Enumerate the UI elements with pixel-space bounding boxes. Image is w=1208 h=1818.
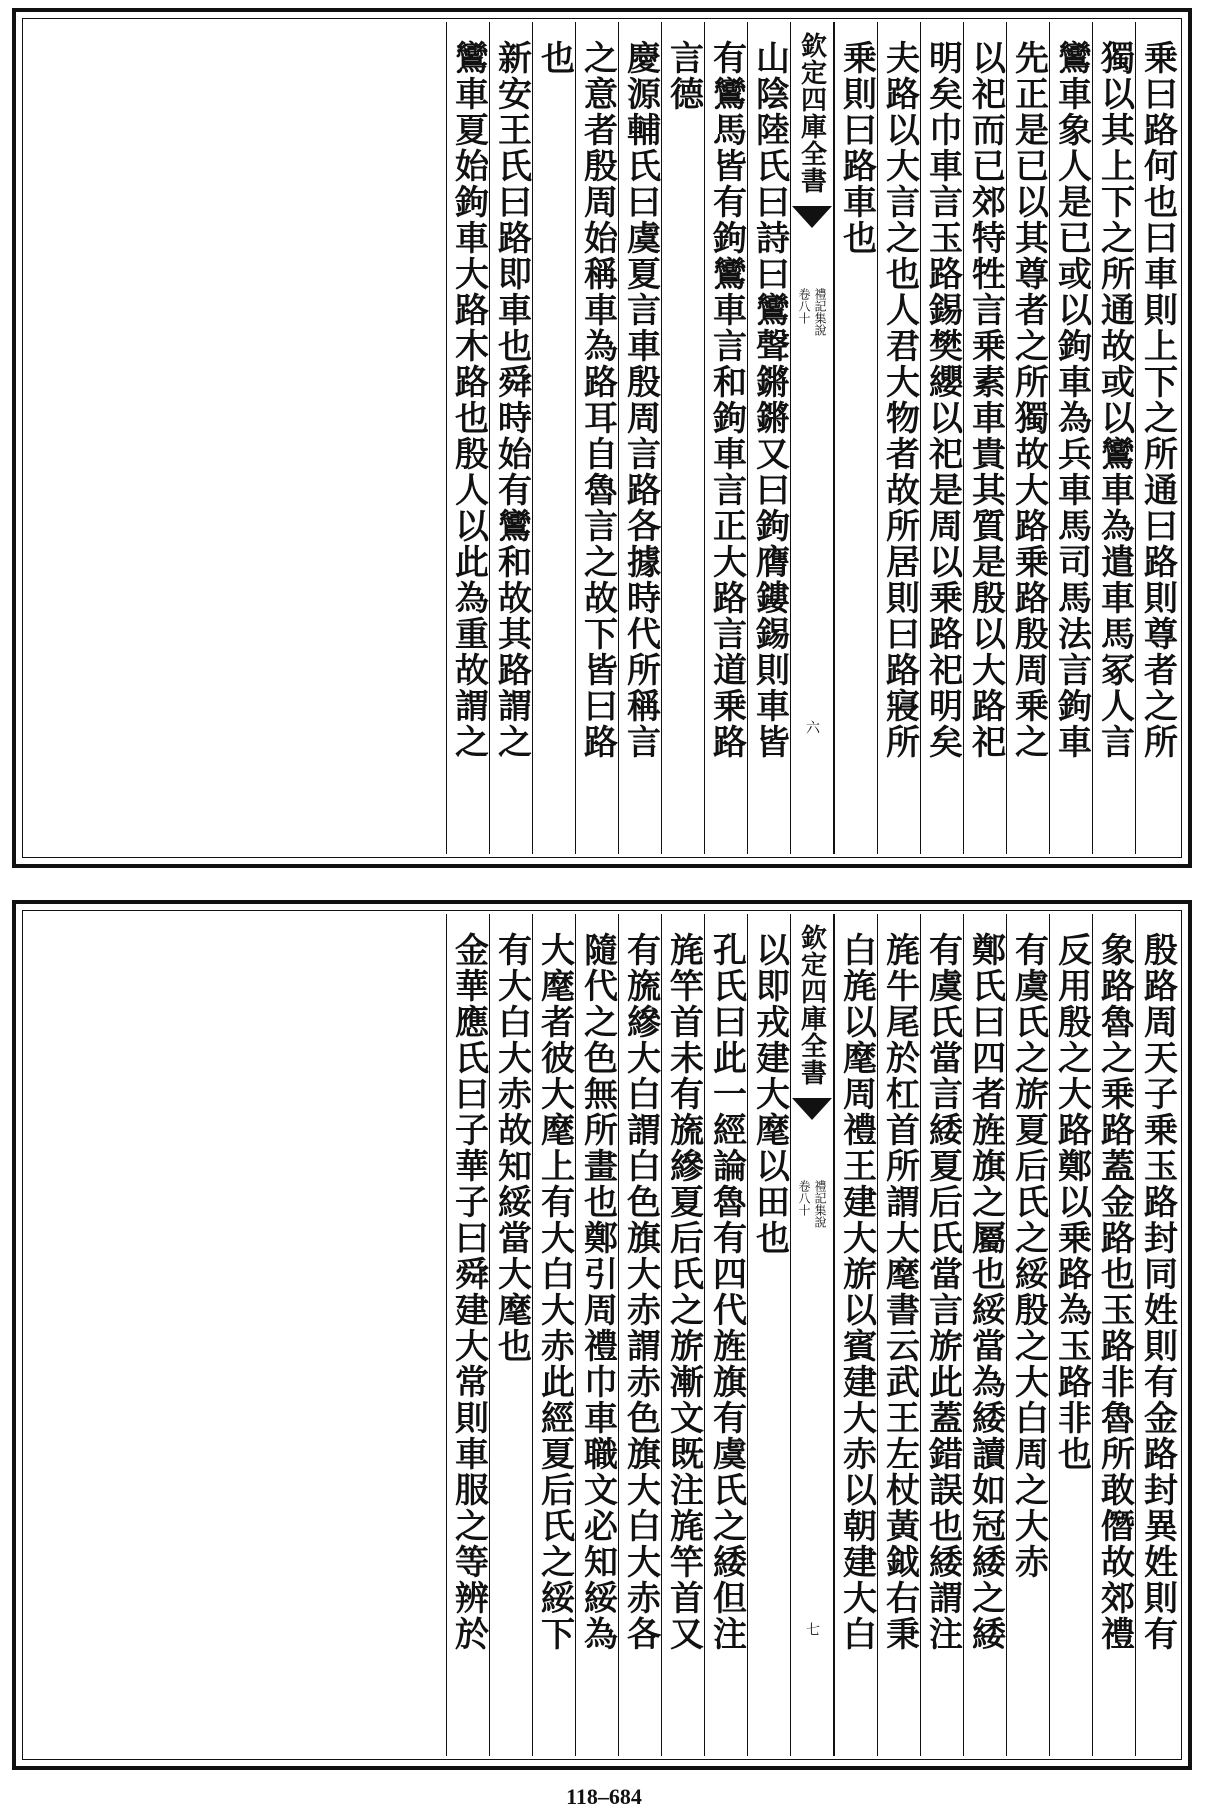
text-column: 乗曰路何也曰車則上下之所通曰路則尊者之所	[1135, 22, 1178, 854]
fish-tail-mark-icon	[792, 206, 832, 228]
fish-tail-mark-icon	[792, 1098, 832, 1120]
top-page-frame	[12, 8, 1192, 868]
text-column: 鄭氏曰四者旌旗之屬也綏當為緌讀如冠緌之緌	[963, 914, 1006, 1756]
bottom-page-frame	[12, 900, 1192, 1770]
text-column: 鸞車象人是已或以鉤車為兵車馬司馬法言鉤車	[1049, 22, 1092, 854]
text-column: 先正是已以其尊者之所獨故大路乗路殷周乗之	[1006, 22, 1049, 854]
text-column: 有大白大赤故知綏當大麾也	[489, 914, 532, 1756]
page-gutter	[790, 914, 834, 1756]
text-column: 以祀而已郊特牲言乗素車貴其質是殷以大路祀	[963, 22, 1006, 854]
text-column: 慶源輔氏曰虞夏言車殷周言路各據時代所稱言	[618, 22, 661, 854]
text-column: 之意者殷周始稱車為路耳自魯言之故下皆曰路	[575, 22, 618, 854]
gutter-book-info	[797, 1180, 827, 1228]
text-column: 殷路周天子乗玉路封同姓則有金路封異姓則有	[1135, 914, 1178, 1756]
gutter-book-info	[797, 288, 827, 336]
text-column: 鸞車夏始鉤車大路木路也殷人以此為重故謂之	[446, 22, 489, 854]
bottom-page-columns	[26, 914, 1178, 1756]
text-column: 山陰陸氏曰詩曰鸞聲鏘鏘又曰鉤膺鏤錫則車皆	[747, 22, 790, 854]
gutter-title: 欽定四庫全書	[796, 32, 827, 194]
page-number: 118–684	[566, 1784, 642, 1809]
gutter-volume: 卷八十	[797, 288, 811, 324]
text-column: 孔氏曰此一經論魯有四代旌旗有虞氏之緌但注	[704, 914, 747, 1756]
gutter-book-title: 禮記集說	[813, 288, 827, 336]
text-column: 旄竿首未有旒縿夏后氏之旂漸文既注旄竿首又	[661, 914, 704, 1756]
text-column: 隨代之色無所畫也鄭引周禮巾車職文必知綏為	[575, 914, 618, 1756]
text-column: 新安王氏曰路即車也舜時始有鸞和故其路謂之	[489, 22, 532, 854]
text-column: 夫路以大言之也人君大物者故所居則曰路寢所	[877, 22, 920, 854]
text-column: 言德	[661, 22, 704, 854]
gutter-book-title: 禮記集說	[813, 1180, 827, 1228]
text-column: 明矣巾車言玉路錫樊纓以祀是周以乗路祀明矣	[920, 22, 963, 854]
text-column: 象路魯之乗路蓋金路也玉路非魯所敢僭故郊禮	[1092, 914, 1135, 1756]
text-column: 旄牛尾於杠首所謂大麾書云武王左杖黃鉞右秉	[877, 914, 920, 1756]
text-column: 乗則曰路車也	[834, 22, 877, 854]
gutter-leaf-number: 六	[804, 720, 820, 734]
text-column: 大麾者彼大麾上有大白大赤此經夏后氏之綏下	[532, 914, 575, 1756]
top-page-columns	[26, 22, 1178, 854]
text-column: 獨以其上下之所通故或以鸞車為遣車馬冢人言	[1092, 22, 1135, 854]
text-column: 也	[532, 22, 575, 854]
text-column: 有虞氏當言緌夏后氏當言旂此蓋錯誤也緌謂注	[920, 914, 963, 1756]
gutter-volume: 卷八十	[797, 1180, 811, 1216]
text-column: 有旒縿大白謂白色旗大赤謂赤色旗大白大赤各	[618, 914, 661, 1756]
text-column: 有虞氏之旂夏后氏之綏殷之大白周之大赤	[1006, 914, 1049, 1756]
text-column: 金華應氏曰子華子曰舜建大常則車服之等辨於	[446, 914, 489, 1756]
text-column: 有鸞馬皆有鉤鸞車言和鉤車言正大路言道乗路	[704, 22, 747, 854]
text-column: 白旄以麾周禮王建大旂以賓建大赤以朝建大白	[834, 914, 877, 1756]
gutter-leaf-number: 七	[804, 1622, 820, 1636]
gutter-title: 欽定四庫全書	[796, 924, 827, 1086]
text-column: 反用殷之大路鄭以乗路為玉路非也	[1049, 914, 1092, 1756]
page-gutter	[790, 22, 834, 854]
text-column: 以即戎建大麾以田也	[747, 914, 790, 1756]
